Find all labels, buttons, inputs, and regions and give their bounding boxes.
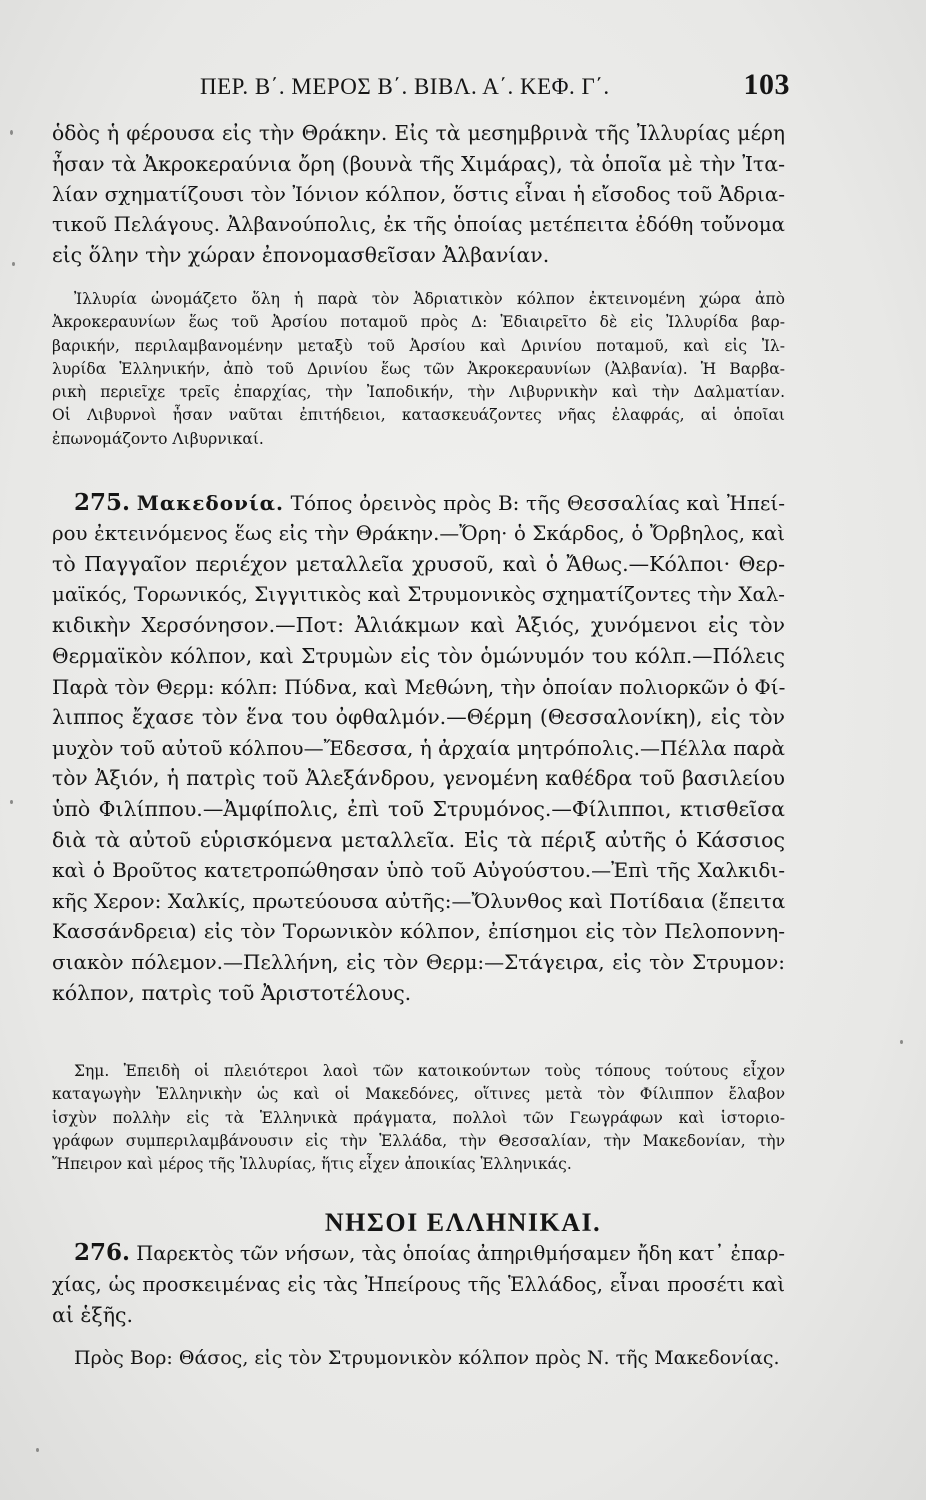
section-first-line (52, 488, 785, 519)
text-line: κῆς Χερον: Χαλκίς, πρωτεύουσα αὐτῆς:—Ὄλυνθος καὶ Ποτίδαια (ἔπειτα (52, 888, 786, 913)
text-line: τὸν Ἀξιόν, ἡ πατρὶς τοῦ Ἀλεξάνδρου, γενομένη καθέδρα τοῦ βασιλείου (52, 766, 785, 791)
section-first-line (52, 1238, 785, 1270)
section-number: 275. (74, 489, 131, 516)
note-line: λυρίδα Ἑλληνικήν, ἀπὸ τοῦ Δρινίου ἕως τῶν Ἀκροκεραυνίων (Ἀλβανία). Ἡ Βαρβα- (52, 359, 785, 378)
text-line: λίαν σχηματίζουσι τὸν Ἰόνιον κόλπον, ὅστις εἶναι ἡ εἴσοδος τοῦ Ἀδρια- (52, 182, 785, 207)
text-line: ὑπὸ Φιλίππου.—Ἀμφίπολις, ἐπὶ τοῦ Στρυμόνος.—Φίλιπποι, κτισθεῖσα (52, 796, 785, 821)
text-line: κιδικὴν Χερσόνησον.—Ποτ: Ἀλιάκμων καὶ Ἀξιός, χυνόμενοι εἰς τὸν (52, 613, 785, 638)
note-line: Σημ. Ἐπειδὴ οἱ πλειότεροι λαοὶ τῶν κατοικούντων τοὺς τόπους τούτους εἶχον (74, 1062, 785, 1080)
paper-speck (10, 130, 13, 135)
text-line: ρου ἐκτεινόμενος ἕως εἰς τὴν Θράκην.—Ὄρη· ὁ Σκάρδος, ὁ Ὄρβηλος, καὶ (52, 521, 785, 545)
note-line: βαρικήν, περιλαμβανομένην μεταξὺ τοῦ Ἀρσίου καὶ Δρινίου ποταμοῦ, καὶ εἰς Ἰλ- (52, 336, 785, 355)
text-line: αἱ ἑξῆς. (52, 1303, 133, 1328)
text-line: τικοῦ Πελάγους. Ἀλβανούπολις, ἐκ τῆς ὁποίας μετέπειτα ἐδόθη τοὔνομα (52, 212, 785, 236)
text-fragment: Παρεκτὸς τῶν νήσων, τὰς ὁποίας ἀπηριθμήσαμεν ἤδη κατ᾽ ἐπαρ- (136, 1242, 786, 1265)
note-line: ἐπωνομάζοντο Λιβυρνικαί. (52, 429, 264, 448)
note-line: καταγωγὴν Ἑλληνικὴν ὡς καὶ οἱ Μακεδόνες, οἵτινες μετὰ τὸν Φίλιππον ἔλαβον (52, 1085, 785, 1104)
intro-paragraph (52, 118, 785, 271)
text-line: χίας, ὡς προσκειμένας εἰς τὰς Ἠπείρους τῆς Ἑλλάδος, εἶναι προσέτι καὶ (52, 1272, 785, 1296)
note-line: Ἀκροκεραυνίων ἕως τοῦ Ἀρσίου ποταμοῦ πρὸς Δ: Ἐδιαιρεῖτο δὲ εἰς Ἰλλυρίδα βαρ- (52, 313, 785, 332)
text-line: ὁδὸς ἡ φέρουσα εἰς τὴν Θράκην. Εἰς τὰ μεσημβρινὰ τῆς Ἰλλυρίας μέρη (52, 121, 785, 145)
running-head: ΠΕΡ. Β΄. ΜΕΡΟΣ Β΄. ΒΙΒΛ. Α΄. ΚΕΦ. Γ΄. (200, 74, 610, 99)
section-number: 276. (74, 1239, 131, 1266)
paper-speck (12, 262, 15, 266)
paper-speck (10, 800, 13, 804)
text-line: μυχὸν τοῦ αὐτοῦ κόλπου—Ἔδεσσα, ἡ ἀρχαία μητρόπολις.—Πέλλα παρὰ (52, 735, 785, 760)
page-number: 103 (743, 68, 790, 101)
section-heading: ΝΗΣΟΙ ΕΛΛΗΝΙΚΑΙ. (324, 1208, 602, 1237)
text-fragment: Τόπος ὀρεινὸς πρὸς Β: τῆς Θεσσαλίας καὶ Ἠπεί- (290, 491, 785, 515)
note-line: Ἤπειρον καὶ μέρος τῆς Ἰλλυρίας, ἥτις εἶχεν ἀποικίας Ἑλληνικάς. (52, 1155, 572, 1174)
note-line: Ἰλλυρία ὠνομάζετο ὅλη ἡ παρὰ τὸν Ἀδριατικὸν κόλπον ἐκτεινομένη χώρα ἀπὸ (74, 290, 785, 308)
text-line: Παρὰ τὸν Θερμ: κόλπ: Πύδνα, καὶ Μεθώνη, τὴν ὁποίαν πολιορκῶν ὁ Φί- (52, 674, 786, 699)
macedonia-footnote (52, 1060, 785, 1176)
text-line: τὸ Παγγαῖον περιέχον μεταλλεῖα χρυσοῦ, καὶ ὁ Ἄθως.—Κόλποι· Θερ- (52, 552, 785, 577)
illyria-footnote (52, 288, 785, 451)
paper-speck (36, 1448, 39, 1452)
page-header (200, 68, 800, 108)
section-275-macedonia (52, 488, 785, 1008)
note-line: ἰσχὺν πολλὴν εἰς τὰ Ἑλληνικὰ πράγματα, πολλοὶ τῶν Γεωγράφων καὶ ἱστοριο- (52, 1108, 785, 1127)
text-line: διὰ τὰ αὐτοῦ εὑρισκόμενα μεταλλεῖα. Εἰς τὰ πέριξ αὐτῆς ὁ Κάσσιος (52, 827, 785, 852)
note-line: Οἱ Λιβυρνοὶ ἦσαν ναῦται ἐπιτήδειοι, κατασκευάζοντες νῆας ἐλαφράς, αἱ ὁποῖαι (52, 406, 785, 425)
paper-speck (900, 1040, 903, 1044)
section-title: Μακεδονία. (136, 491, 284, 515)
note-line: γράφων συμπεριλαμβάνουσιν εἰς τὴν Ἑλλάδα, τὴν Θεσσαλίαν, τὴν Μακεδονίαν, τὴν (52, 1131, 785, 1150)
text-line: σιακὸν πόλεμον.—Πελλήνη, εἰς τὸν Θερμ:—Στάγειρα, εἰς τὸν Στρυμον: (52, 949, 785, 974)
section-276-islands (52, 1238, 785, 1373)
text-line: κόλπον, πατρὶς τοῦ Ἀριστοτέλους. (52, 980, 412, 1005)
note-line: ρικὴ περιεῖχε τρεῖς ἐπαρχίας, τὴν Ἰαποδικήν, τὴν Λιβυρνικὴν καὶ τὴν Δαλματίαν. (52, 383, 785, 402)
text-line: καὶ ὁ Βροῦτος κατετροπώθησαν ὑπὸ τοῦ Αὐγούστου.—Ἐπὶ τῆς Χαλκιδι- (52, 858, 785, 883)
text-line: εἰς ὅλην τὴν χώραν ἐπονομασθεῖσαν Ἀλβανίαν. (52, 243, 550, 268)
text-line: ἦσαν τὰ Ἀκροκεραύνια ὄρη (βουνὰ τῆς Χιμάρας), τὰ ὁποῖα μὲ τὴν Ἰτα- (52, 151, 785, 176)
text-line: λιππος ἔχασε τὸν ἕνα του ὀφθαλμόν.—Θέρμη (Θεσσαλονίκη), εἰς τὸν (52, 705, 785, 730)
text-line: μαϊκός, Τορωνικός, Σιγγιτικὸς καὶ Στρυμονικὸς σχηματίζοντες τὴν Χαλ- (52, 582, 785, 606)
text-line: Πρὸς Βορ: Θάσος, εἰς τὸν Στρυμονικὸν κόλπον πρὸς Ν. τῆς Μακεδονίας. (74, 1346, 780, 1369)
text-line: Θερμαϊκὸν κόλπον, καὶ Στρυμὼν εἰς τὸν ὁμώνυμόν του κόλπ.—Πόλεις (52, 643, 785, 668)
text-line: Κασσάνδρεια) εἰς τὸν Τορωνικὸν κόλπον, ἐπίσημοι εἰς τὸν Πελοποννη- (52, 919, 785, 944)
